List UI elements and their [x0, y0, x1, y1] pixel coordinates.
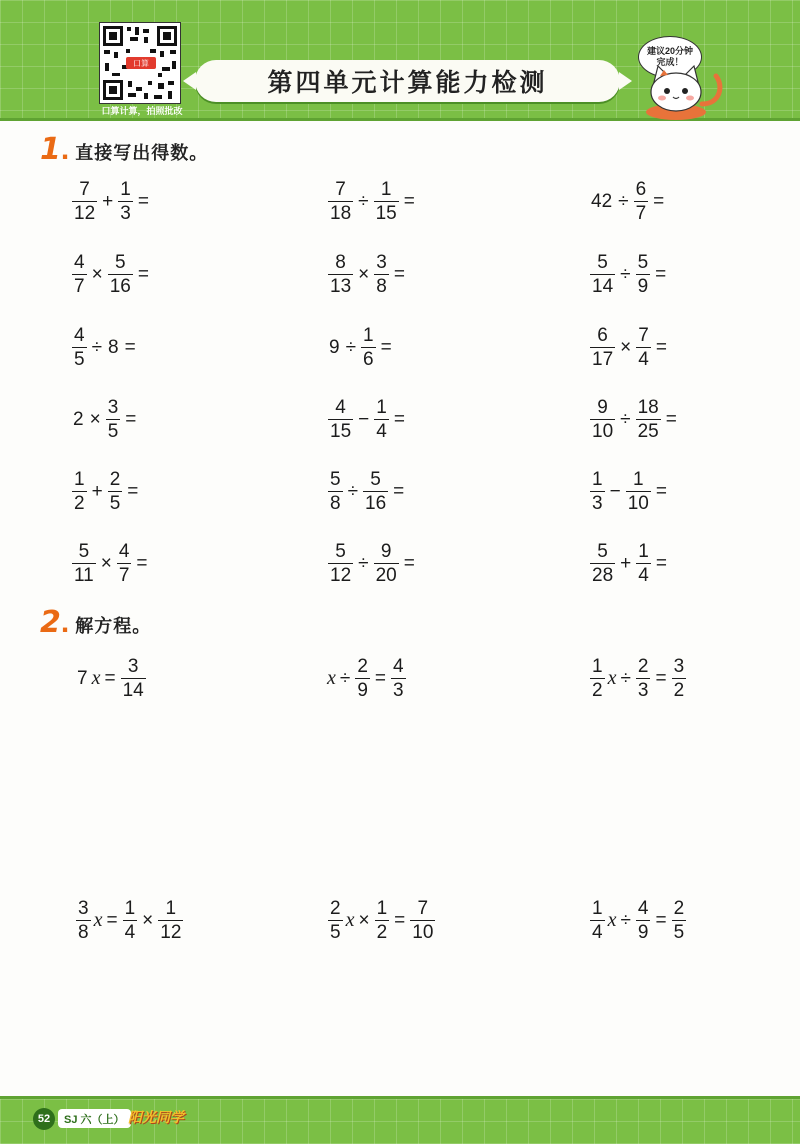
operator: = — [665, 408, 677, 430]
variable: x — [607, 909, 617, 931]
fraction-numerator: 7 — [335, 179, 346, 200]
fraction-numerator: 1 — [165, 898, 177, 919]
fraction — [590, 252, 615, 297]
operator: ÷ — [339, 667, 351, 689]
fraction-bar — [374, 563, 399, 564]
fraction-numerator: 5 — [78, 541, 90, 562]
fraction-bar — [636, 678, 651, 679]
math-problem — [70, 252, 152, 297]
operator: ÷ — [618, 190, 629, 212]
fraction-numerator: 1 — [592, 898, 603, 919]
fraction-numerator: 7 — [417, 898, 429, 919]
fraction — [636, 898, 651, 943]
fraction-bar — [590, 274, 615, 275]
fraction-bar — [590, 419, 615, 420]
fraction-bar — [72, 491, 87, 492]
fraction — [374, 252, 389, 297]
section-1-heading — [40, 132, 209, 167]
math-problem — [588, 179, 667, 224]
fraction-bar — [108, 491, 123, 492]
fraction-denominator: 2 — [376, 922, 388, 943]
fraction-numerator: 1 — [74, 469, 85, 490]
math-problem — [74, 656, 148, 701]
fraction-denominator: 7 — [635, 203, 647, 224]
fraction-bar — [410, 920, 435, 921]
fraction-numerator: 3 — [127, 656, 139, 677]
fraction-denominator: 5 — [107, 421, 119, 442]
fraction-bar — [355, 678, 370, 679]
fraction-denominator: 5 — [673, 922, 685, 943]
math-problem — [326, 898, 437, 943]
fraction — [355, 656, 370, 701]
operator: = — [380, 336, 392, 358]
fraction-denominator: 7 — [74, 276, 85, 297]
fraction-numerator: 2 — [357, 656, 368, 677]
operator: − — [358, 408, 370, 430]
fraction-denominator: 4 — [124, 922, 136, 943]
fraction-denominator: 8 — [376, 276, 387, 297]
fraction-numerator: 1 — [632, 469, 644, 490]
fraction-denominator: 6 — [363, 349, 374, 370]
fraction — [72, 179, 97, 224]
fraction-denominator: 15 — [330, 421, 352, 442]
operator: = — [137, 190, 149, 212]
operator: ÷ — [358, 190, 369, 212]
fraction-denominator: 3 — [393, 680, 404, 701]
page-footer — [0, 1096, 800, 1144]
fraction-numerator: 2 — [330, 898, 341, 919]
fraction-numerator: 4 — [74, 325, 85, 346]
fraction — [328, 252, 353, 297]
fraction-numerator: 9 — [597, 397, 608, 418]
fraction-numerator: 5 — [637, 252, 649, 273]
math-problem — [326, 325, 395, 370]
fraction — [118, 179, 133, 224]
variable: x — [345, 909, 355, 931]
operator: ÷ — [620, 909, 631, 931]
fraction-numerator: 8 — [335, 252, 346, 273]
fraction-bar — [590, 347, 615, 348]
fraction-denominator: 9 — [637, 922, 649, 943]
fraction — [121, 656, 146, 701]
section-2-number: 2 — [40, 605, 61, 640]
fraction-denominator: 7 — [118, 565, 130, 586]
fraction-bar — [590, 678, 605, 679]
fraction-denominator: 16 — [365, 493, 387, 514]
fraction-bar — [374, 201, 399, 202]
section-2-title: 解方程。 — [75, 616, 152, 636]
fraction-bar — [121, 678, 146, 679]
operator: ÷ — [620, 667, 631, 689]
section-1-dot: . — [60, 133, 70, 166]
operator: = — [655, 909, 667, 931]
operator: × — [89, 408, 101, 430]
fraction — [106, 397, 121, 442]
math-problem — [588, 252, 669, 297]
fraction-denominator: 11 — [74, 565, 94, 586]
operator: × — [91, 263, 103, 285]
math-problem — [588, 656, 688, 701]
fraction — [108, 252, 133, 297]
fraction — [590, 325, 615, 370]
fraction-bar — [123, 920, 138, 921]
math-problem — [326, 541, 418, 586]
math-problem — [588, 898, 688, 943]
fraction-denominator: 5 — [109, 493, 121, 514]
fraction — [636, 252, 651, 297]
operator: = — [137, 263, 149, 285]
fraction — [374, 397, 389, 442]
operator: × — [358, 263, 370, 285]
fraction-bar — [590, 920, 605, 921]
number: 42 — [591, 190, 613, 212]
fraction-denominator: 15 — [375, 203, 397, 224]
fraction — [72, 469, 87, 514]
fraction-numerator: 1 — [376, 397, 387, 418]
math-problem — [326, 656, 408, 701]
fraction-numerator: 5 — [330, 469, 341, 490]
fraction — [626, 469, 651, 514]
operator: × — [620, 336, 632, 358]
number: 9 — [329, 336, 340, 358]
fraction-numerator: 5 — [335, 541, 346, 562]
fraction — [374, 179, 399, 224]
variable: x — [327, 667, 336, 689]
fraction-numerator: 1 — [592, 469, 603, 490]
operator: × — [142, 909, 154, 931]
math-problem — [588, 541, 670, 586]
fraction-denominator: 5 — [74, 349, 85, 370]
operator: = — [653, 190, 665, 212]
operator: = — [136, 552, 148, 574]
operator: = — [393, 480, 405, 502]
fraction-bar — [118, 201, 133, 202]
math-problem — [588, 397, 680, 442]
math-problem — [74, 898, 185, 943]
fraction-numerator: 5 — [597, 252, 608, 273]
fraction-numerator: 2 — [637, 656, 649, 677]
fraction-bar — [328, 201, 353, 202]
fraction-numerator: 6 — [635, 179, 647, 200]
fraction — [328, 898, 343, 943]
operator: = — [374, 667, 387, 689]
operator: ÷ — [358, 552, 369, 574]
variable: x — [607, 667, 617, 689]
fraction-numerator: 3 — [78, 898, 89, 919]
fraction-denominator: 12 — [160, 922, 182, 943]
operator: ÷ — [620, 263, 631, 285]
operator: = — [655, 667, 667, 689]
cat-mascot-icon — [640, 64, 732, 120]
number: 2 — [73, 408, 84, 430]
fraction-numerator: 3 — [673, 656, 685, 677]
variable: x — [93, 909, 103, 931]
math-problem — [326, 252, 408, 297]
fraction-denominator: 4 — [638, 349, 649, 370]
fraction-denominator: 4 — [376, 421, 387, 442]
fraction-numerator: 5 — [370, 469, 381, 490]
operator: = — [394, 909, 406, 931]
fraction-bar — [328, 491, 343, 492]
fraction-bar — [636, 920, 651, 921]
fraction-bar — [626, 491, 651, 492]
fraction — [590, 541, 615, 586]
fraction — [672, 898, 687, 943]
fraction-denominator: 10 — [412, 922, 434, 943]
fraction-bar — [328, 920, 343, 921]
math-problem — [326, 469, 407, 514]
fraction — [123, 898, 138, 943]
fraction — [72, 252, 87, 297]
fraction-numerator: 1 — [638, 541, 649, 562]
fraction-bar — [72, 347, 87, 348]
qr-code-icon — [100, 23, 180, 103]
operator: = — [104, 667, 116, 689]
operator: + — [102, 190, 114, 212]
fraction-denominator: 8 — [330, 493, 341, 514]
fraction-denominator: 4 — [638, 565, 649, 586]
operator: × — [100, 552, 112, 574]
math-problem — [70, 541, 151, 586]
svg-text:口算: 口算 — [133, 59, 149, 68]
fraction-denominator: 3 — [592, 493, 603, 514]
fraction-numerator: 1 — [363, 325, 374, 346]
fraction-denominator: 10 — [627, 493, 649, 514]
operator: ÷ — [620, 408, 631, 430]
fraction-bar — [328, 563, 353, 564]
operator: = — [403, 190, 415, 212]
fraction — [672, 656, 687, 701]
fraction-denominator: 3 — [637, 680, 649, 701]
number: 8 — [108, 336, 119, 358]
operator: ÷ — [345, 336, 357, 358]
operator: = — [106, 909, 118, 931]
fraction-bar — [328, 274, 353, 275]
page-title: 第四单元计算能力检测 — [267, 68, 548, 97]
section-2-dot: . — [60, 606, 70, 639]
fraction-bar — [374, 274, 389, 275]
fraction — [590, 656, 605, 701]
qr-caption: 口算计算，拍照批改 — [101, 106, 183, 116]
fraction — [590, 397, 615, 442]
math-problem — [70, 325, 139, 370]
fraction-denominator: 12 — [330, 565, 352, 586]
fraction-numerator: 4 — [335, 397, 346, 418]
fraction — [391, 656, 406, 701]
fraction-denominator: 28 — [592, 565, 614, 586]
operator: = — [655, 480, 667, 502]
brand-logo: 阳光同学 — [128, 1109, 184, 1125]
fraction-bar — [636, 563, 651, 564]
math-problem — [588, 325, 670, 370]
section-1-title: 直接写出得数。 — [75, 143, 209, 163]
fraction-bar — [328, 419, 353, 420]
fraction — [410, 898, 435, 943]
fraction — [636, 656, 651, 701]
fraction-bar — [363, 491, 388, 492]
math-problem — [70, 179, 152, 224]
fraction-bar — [76, 920, 91, 921]
fraction-numerator: 5 — [597, 541, 608, 562]
operator: + — [620, 552, 632, 574]
fraction-bar — [72, 201, 97, 202]
fraction-numerator: 7 — [79, 179, 90, 200]
number: 7 — [77, 667, 88, 689]
fraction — [108, 469, 123, 514]
fraction-bar — [106, 419, 121, 420]
fraction-numerator: 2 — [673, 898, 685, 919]
title-banner — [195, 60, 620, 102]
fraction-numerator: 1 — [380, 179, 392, 200]
operator: + — [91, 480, 103, 502]
fraction — [328, 397, 353, 442]
fraction-denominator: 9 — [637, 276, 649, 297]
fraction-denominator: 18 — [330, 203, 352, 224]
fraction-numerator: 3 — [107, 397, 119, 418]
fraction-numerator: 7 — [638, 325, 649, 346]
variable: x — [91, 667, 101, 689]
operator: ÷ — [347, 480, 359, 502]
fraction — [374, 541, 399, 586]
fraction-bar — [72, 274, 87, 275]
fraction-denominator: 8 — [78, 922, 89, 943]
fraction-bar — [636, 274, 651, 275]
fraction-bar — [634, 201, 649, 202]
fraction — [636, 541, 651, 586]
math-problem — [70, 469, 141, 514]
fraction-numerator: 4 — [118, 541, 130, 562]
fraction-bar — [672, 920, 687, 921]
fraction — [590, 469, 605, 514]
fraction-denominator: 2 — [74, 493, 85, 514]
operator: ÷ — [91, 336, 103, 358]
section-2-heading — [40, 605, 152, 640]
grade-tag: SJ 六（上） — [58, 1109, 131, 1128]
fraction-denominator: 2 — [592, 680, 603, 701]
operator: = — [655, 263, 667, 285]
fraction — [634, 179, 649, 224]
operator: − — [609, 480, 621, 502]
fraction-denominator: 3 — [120, 203, 131, 224]
fraction-bar — [108, 274, 133, 275]
fraction-bar — [158, 920, 183, 921]
fraction — [328, 179, 353, 224]
fraction-denominator: 14 — [592, 276, 614, 297]
fraction-denominator: 12 — [74, 203, 96, 224]
math-problem — [326, 397, 408, 442]
speech-bubble-text: 建议20分钟完成！ — [647, 46, 694, 67]
fraction-bar — [391, 678, 406, 679]
math-problem — [588, 469, 670, 514]
fraction-denominator: 2 — [673, 680, 685, 701]
fraction-denominator: 16 — [109, 276, 131, 297]
math-problem — [326, 179, 418, 224]
fraction — [636, 397, 661, 442]
fraction-denominator: 14 — [122, 680, 144, 701]
fraction — [328, 469, 343, 514]
operator: = — [125, 408, 137, 430]
section-1-number: 1 — [40, 132, 61, 167]
fraction — [328, 541, 353, 586]
fraction-denominator: 20 — [375, 565, 397, 586]
fraction-denominator: 5 — [330, 922, 341, 943]
fraction-numerator: 1 — [376, 898, 388, 919]
fraction-denominator: 10 — [592, 421, 614, 442]
operator: = — [127, 480, 139, 502]
fraction — [363, 469, 388, 514]
fraction-numerator: 5 — [114, 252, 126, 273]
operator: × — [358, 909, 370, 931]
fraction — [375, 898, 390, 943]
page-header — [0, 0, 800, 121]
fraction — [361, 325, 376, 370]
fraction-numerator: 1 — [124, 898, 136, 919]
operator: = — [393, 408, 405, 430]
fraction-numerator: 1 — [592, 656, 603, 677]
operator: = — [124, 336, 136, 358]
fraction — [72, 325, 87, 370]
operator: = — [655, 552, 667, 574]
fraction-numerator: 18 — [637, 397, 659, 418]
fraction — [117, 541, 132, 586]
fraction — [636, 325, 651, 370]
fraction-denominator: 25 — [637, 421, 659, 442]
fraction-numerator: 4 — [637, 898, 649, 919]
fraction-bar — [72, 563, 96, 564]
operator: = — [393, 263, 405, 285]
qr-code[interactable] — [99, 22, 181, 104]
fraction-bar — [361, 347, 376, 348]
fraction-bar — [636, 419, 661, 420]
fraction-bar — [590, 491, 605, 492]
fraction-bar — [117, 563, 132, 564]
fraction-bar — [636, 347, 651, 348]
fraction-numerator: 3 — [376, 252, 387, 273]
operator: = — [403, 552, 415, 574]
fraction-bar — [672, 678, 687, 679]
fraction — [158, 898, 183, 943]
fraction-denominator: 4 — [592, 922, 603, 943]
operator: = — [655, 336, 667, 358]
fraction-numerator: 4 — [74, 252, 85, 273]
fraction-numerator: 6 — [597, 325, 608, 346]
fraction — [72, 541, 96, 586]
fraction-numerator: 1 — [120, 179, 131, 200]
fraction-numerator: 2 — [109, 469, 121, 490]
fraction — [590, 898, 605, 943]
fraction-numerator: 4 — [393, 656, 404, 677]
fraction-denominator: 13 — [330, 276, 352, 297]
fraction-bar — [374, 419, 389, 420]
math-problem — [70, 397, 139, 442]
fraction-bar — [375, 920, 390, 921]
fraction-bar — [590, 563, 615, 564]
fraction-denominator: 9 — [357, 680, 368, 701]
fraction-denominator: 17 — [592, 349, 614, 370]
fraction — [76, 898, 91, 943]
fraction-numerator: 9 — [380, 541, 392, 562]
page-number: 52 — [33, 1108, 55, 1130]
